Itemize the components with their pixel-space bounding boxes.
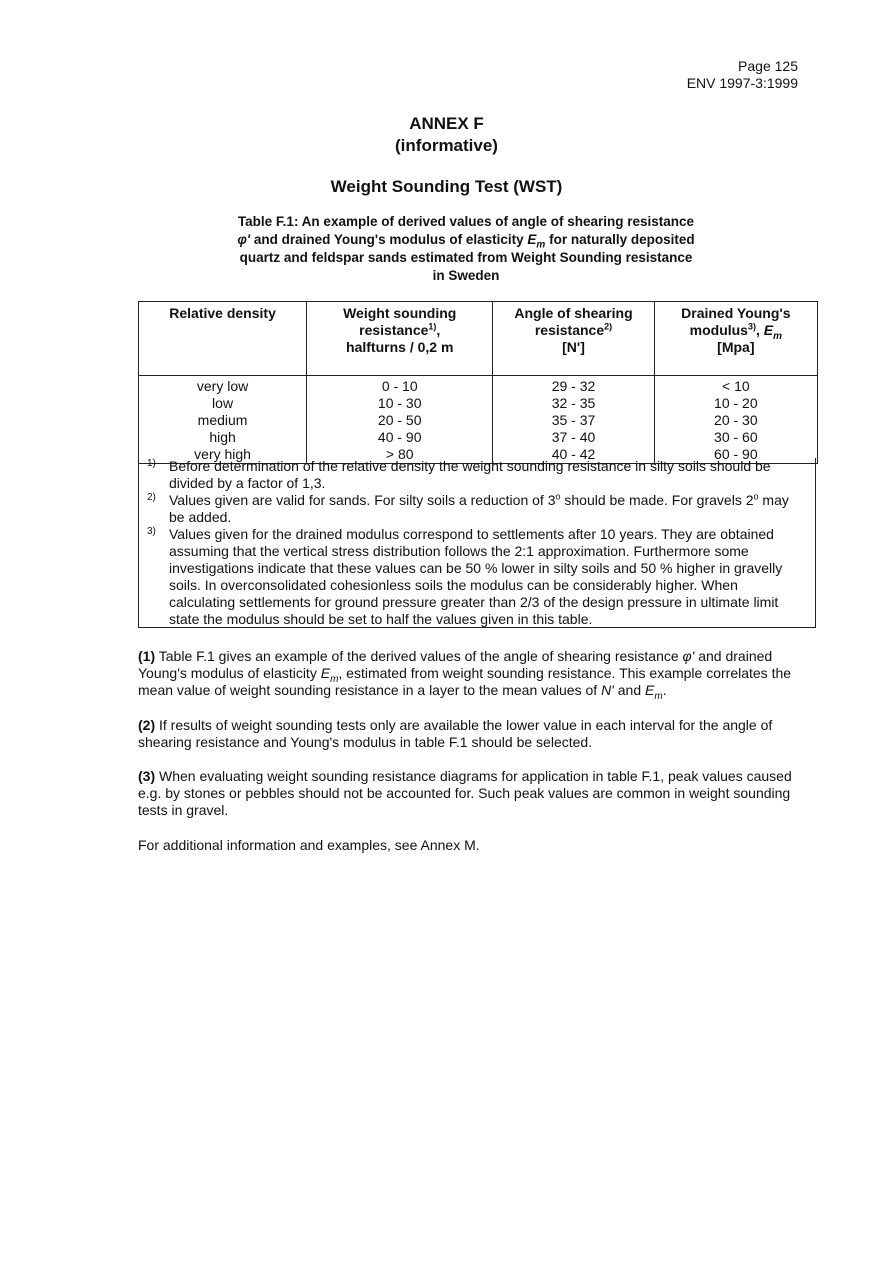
paragraph-4: For additional information and examples, see Annex M. xyxy=(138,837,480,853)
footnote-2: 2) Values given are valid for sands. For silty soils a reduction of 3$^o$ should be made. For gravels 2$^o$ may be added. xyxy=(147,491,789,525)
document-id: ENV 1997-3:1999 xyxy=(686,75,798,91)
header-weight-sounding: Weight sounding resistance$^{1)}$, halfturns / 0,2 m xyxy=(307,302,493,376)
table-row: medium 20 - 50 35 - 37 20 - 30 xyxy=(139,412,818,429)
section-title: Weight Sounding Test (WST) xyxy=(330,177,563,196)
header-row xyxy=(139,302,818,376)
caption-line-1: Table F.1: An example of derived values of angle of shearing resistance xyxy=(237,214,695,229)
table-caption xyxy=(196,213,736,285)
annex-heading xyxy=(0,113,893,157)
table-row: high 40 - 90 37 - 40 30 - 60 xyxy=(139,429,818,446)
header-angle-of-shearing: Angle of shearing resistance$^{2)}$ [N'] xyxy=(493,302,654,376)
caption-line-4: in Sweden xyxy=(432,268,500,283)
table-row: low 10 - 30 32 - 35 10 - 20 xyxy=(139,395,818,412)
footnote-1: 1) Before determination of the relative density the weight sounding resistance in silty soils should be divided by a factor of 1,3. xyxy=(147,458,771,491)
header-drained-modulus: Drained Young's modulus$^{3)}$, $E_m$ [Mpa] xyxy=(654,302,817,376)
paragraph-2: (2) If results of weight sounding tests only are available the lower value in each interval for the angle of shearing resistance and Young's modulus in table F.1 should be selected. xyxy=(138,717,773,750)
caption-line-2: φ' and drained Young's modulus of elasticity $E_m$ for naturally deposited xyxy=(237,232,695,251)
table-row: very low 0 - 10 29 - 32 < 10 xyxy=(139,376,818,396)
annex-title: ANNEX F xyxy=(409,114,484,133)
data-table xyxy=(138,301,818,464)
table-footnotes xyxy=(138,458,816,628)
modulus-symbol: $E_m$ xyxy=(527,232,546,251)
page-header xyxy=(687,58,798,92)
phi-symbol: φ' xyxy=(237,232,251,247)
page-number: Page 125 xyxy=(738,58,798,74)
annex-subtitle: (informative) xyxy=(395,136,498,155)
table-row: very high > 80 40 - 42 60 - 90 xyxy=(139,446,818,464)
caption-line-3: quartz and feldspar sands estimated from Weight Sounding resistance xyxy=(239,250,693,265)
paragraph-1: (1) Table F.1 gives an example of the derived values of the angle of shearing resistance φ' and drained Young's modulus of elasticity $E_m$, estimated from weight sounding resistance. This example correlates the mean value of weight sounding resistance in a layer to the mean values of N' and $E_m$. xyxy=(138,648,792,702)
footnote-3: 3) Values given for the drained modulus correspond to settlements after 10 years. They are obtained assuming that the vertical stress distribution follows the 2:1 approximation. Furthermore some investigations indicate that these values can be 50 % lower in silty soils and 50 % higher in gravelly soils. In overconsolidated cohesionless soils the modulus can be considerably higher. When calculating settlements for ground pressure greater than 2/3 of the design pressure in ultimate limit state the modulus should be set to half the values given in this table. xyxy=(147,526,783,627)
paragraph-3: (3) When evaluating weight sounding resistance diagrams for application in table F.1, peak values caused e.g. by stones or pebbles should not be accounted for. Such peak values are common in weight sounding tests in gravel. xyxy=(138,768,792,818)
header-relative-density: Relative density xyxy=(139,302,307,376)
